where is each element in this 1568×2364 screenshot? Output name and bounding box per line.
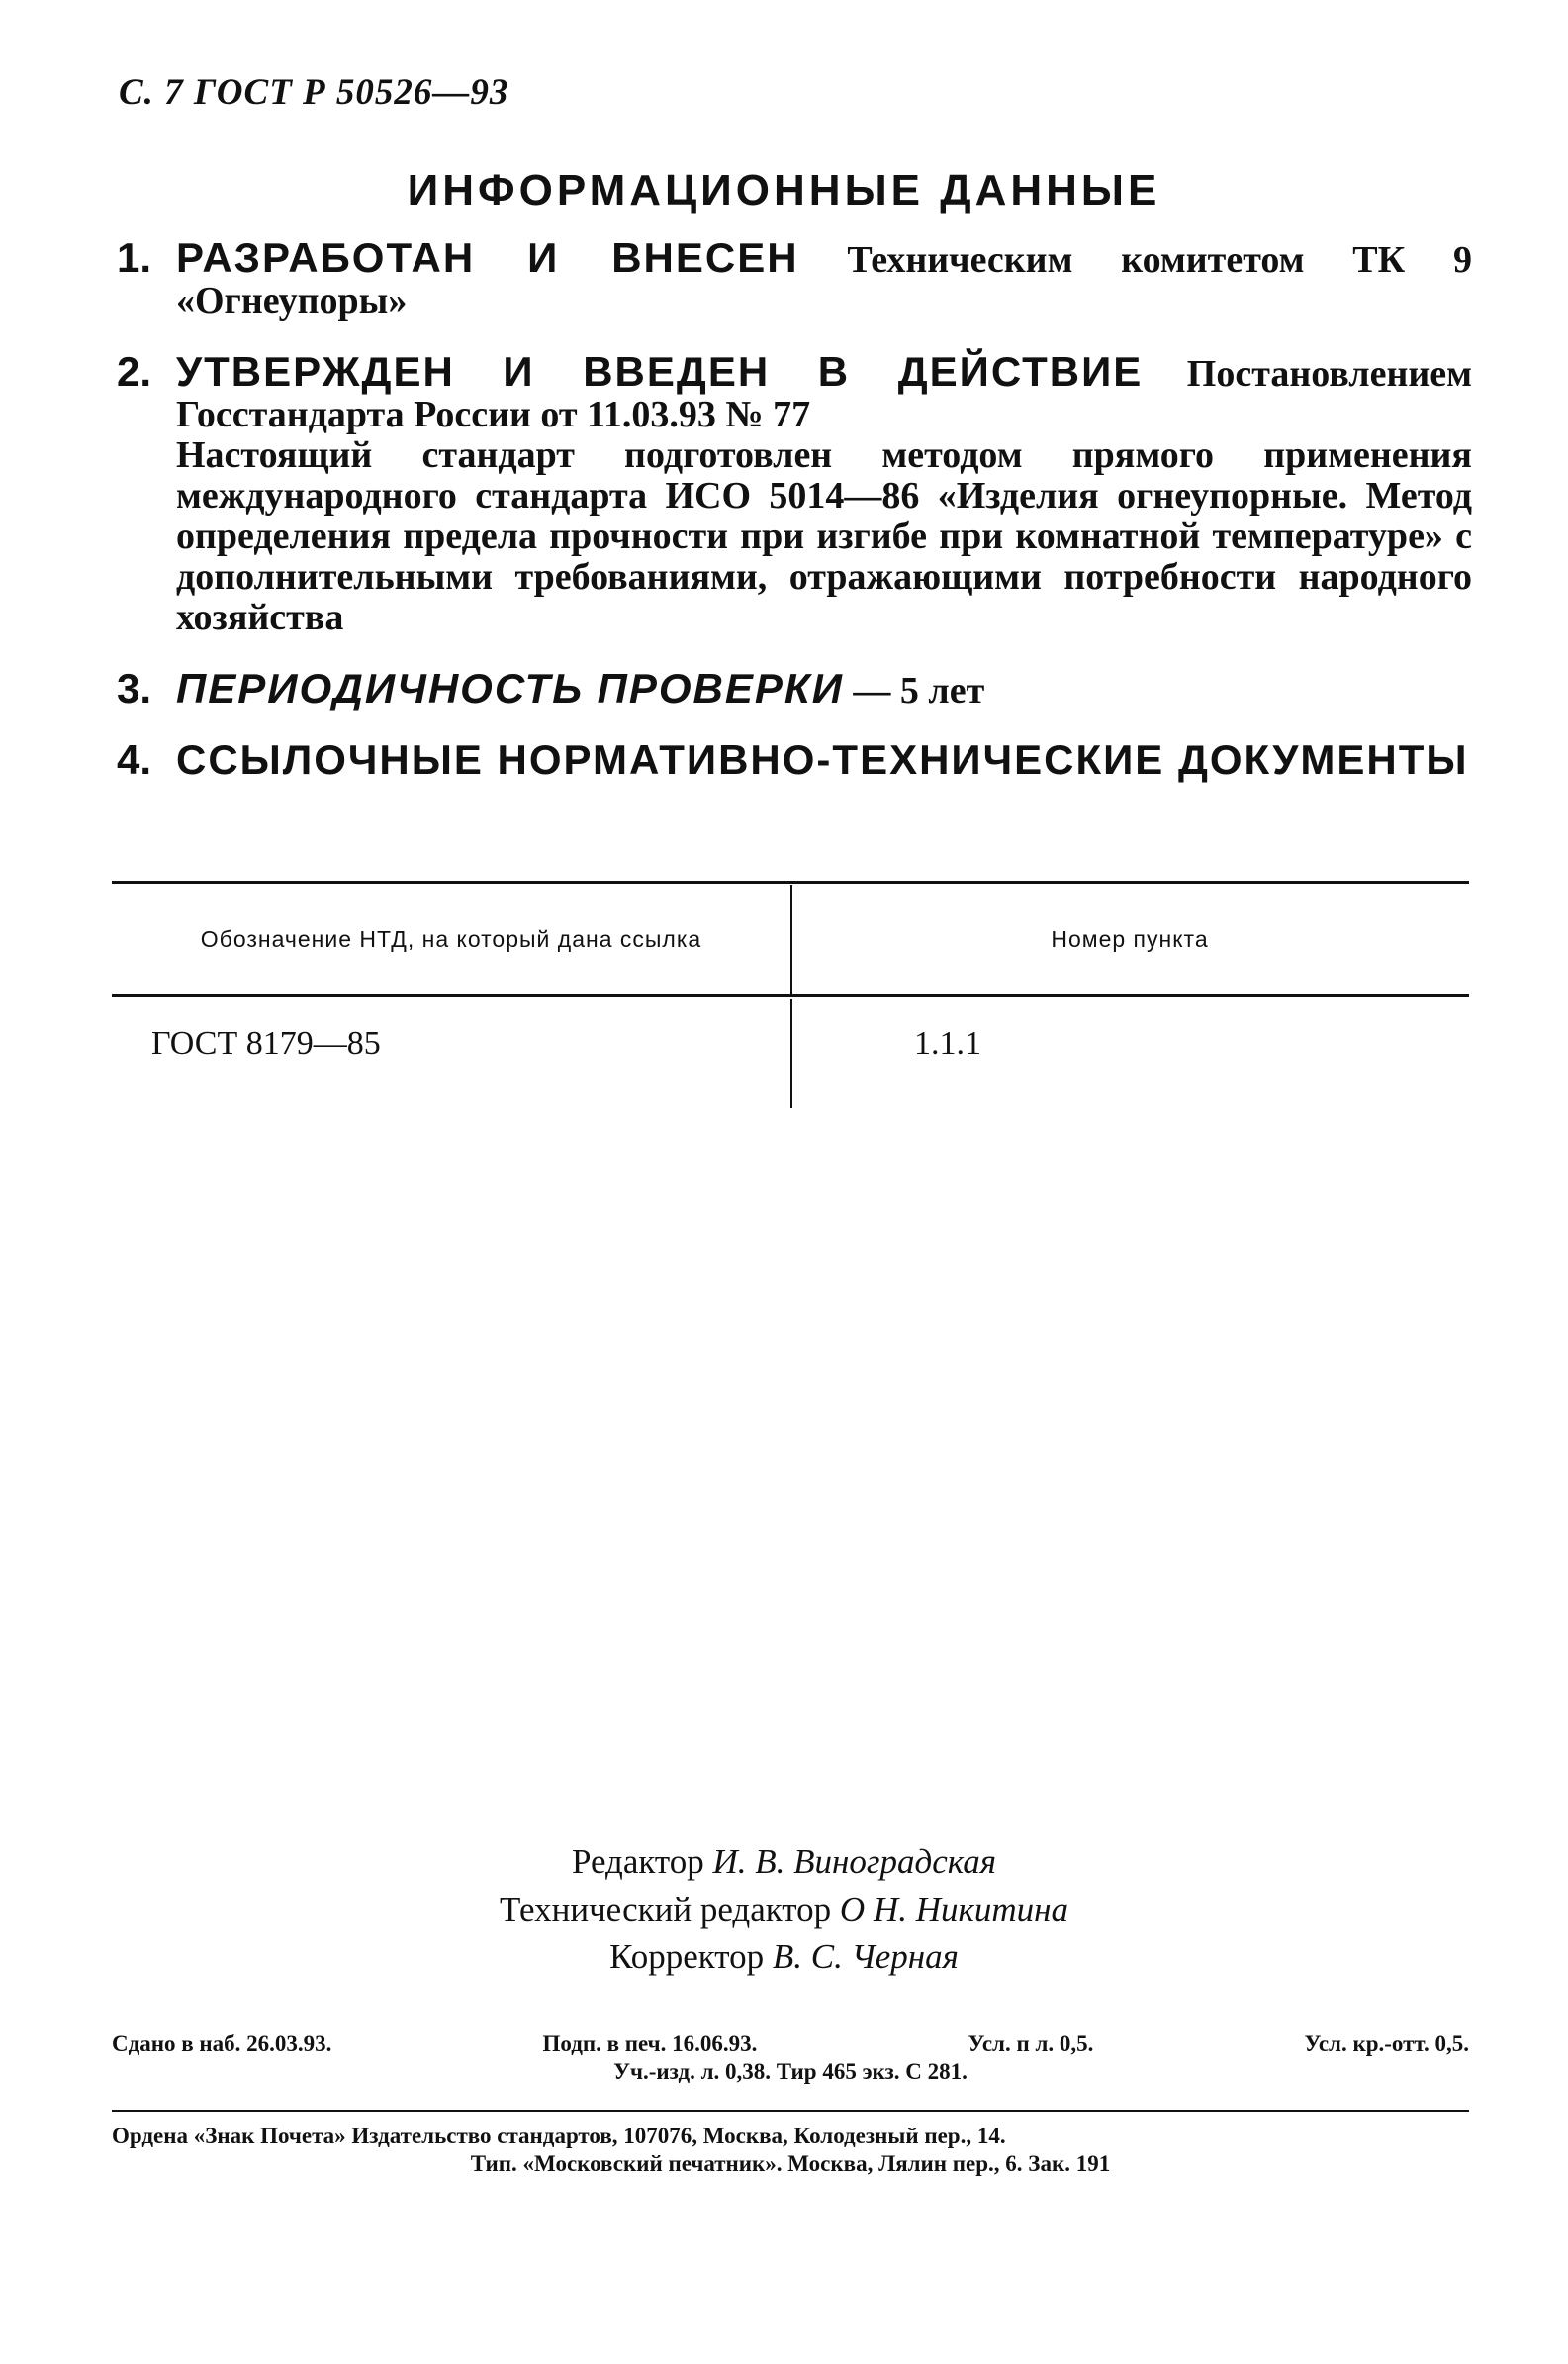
credit-editor [0,1839,1568,1886]
print-details-row [112,2031,1469,2058]
credit-label: Корректор [609,1938,765,1976]
column-separator [790,885,792,995]
credit-label: Редактор [571,1843,704,1881]
credits-block [0,1839,1568,1981]
section-2 [117,348,1473,638]
column-header-clause: Номер пункта [1051,925,1209,952]
page-header: С. 7 ГОСТ Р 50526—93 [119,72,509,113]
section-note: Настоящий стандарт подготовлен методом прямого применения международного стандарта ИСО 5014—86 «Изделия огнеупорные. Метод определения предела прочности при изгибе при комнатной температуре» с дополнительными требованиями, отражающими потребности народного хозяйства [176,434,1472,638]
column-separator [790,999,792,1108]
credit-name: О Н. Никитина [839,1890,1068,1929]
credit-name: В. С. Черная [772,1938,959,1976]
section-heading: ПЕРИОДИЧНОСТЬ ПРОВЕРКИ [176,665,844,711]
section-number: 2. [117,348,152,395]
reference-table [112,881,1469,1081]
info-sections [117,237,1472,783]
print-detail: Сдано в наб. 26.03.93. [112,2032,332,2056]
column-header-document: Обозначение НТД, на который дана ссылка [200,926,702,952]
publisher-details [112,2123,1469,2178]
print-details [112,2031,1469,2086]
imprint-divider [112,2110,1469,2112]
section-heading: ССЫЛОЧНЫЕ НОРМАТИВНО-ТЕХНИЧЕСКИЕ ДОКУМЕНТЫ [176,736,1469,783]
printer-line: Тип. «Московский печатник». Москва, Лялин пер., 6. Зак. 191 [470,2151,1111,2176]
section-text: Постановлением Госстандарта России от 11.03.93 № 77 [176,353,1473,435]
credit-proofreader [0,1934,1568,1981]
credit-label: Технический редактор [500,1890,832,1929]
publisher-line: Ордена «Знак Почета» Издательство стандартов, 107076, Москва, Колодезный пер., 14. [112,2124,1006,2148]
print-detail: Подп. в печ. 16.06.93. [542,2032,758,2056]
cell-document: ГОСТ 8179—85 [151,1025,381,1062]
section-text: Техническим комитетом ТК 9 «Огнеупоры» [176,239,1472,322]
section-heading: РАЗРАБОТАН И ВНЕСЕН [176,235,799,281]
section-heading: УТВЕРЖДЕН И ВВЕДЕН В ДЕЙСТВИЕ [176,348,1144,395]
section-4 [117,736,1472,783]
document-title: ИНФОРМАЦИОННЫЕ ДАННЫЕ [407,166,1161,215]
section-number: 1. [117,235,152,281]
section-number: 4. [117,736,152,783]
print-detail: Усл. кр.-отт. 0,5. [1304,2032,1469,2056]
cell-clause: 1.1.1 [914,1025,981,1062]
section-1 [117,237,1472,322]
credit-name: И. В. Виноградская [712,1843,997,1881]
section-text: — 5 лет [853,670,985,711]
print-detail-line: Уч.-изд. л. 0,38. Тир 465 экз. С 281. [613,2059,968,2084]
print-detail: Усл. п л. 0,5. [968,2032,1094,2056]
credit-tech-editor [0,1886,1568,1934]
section-number: 3. [117,665,152,711]
section-3 [117,665,1472,711]
